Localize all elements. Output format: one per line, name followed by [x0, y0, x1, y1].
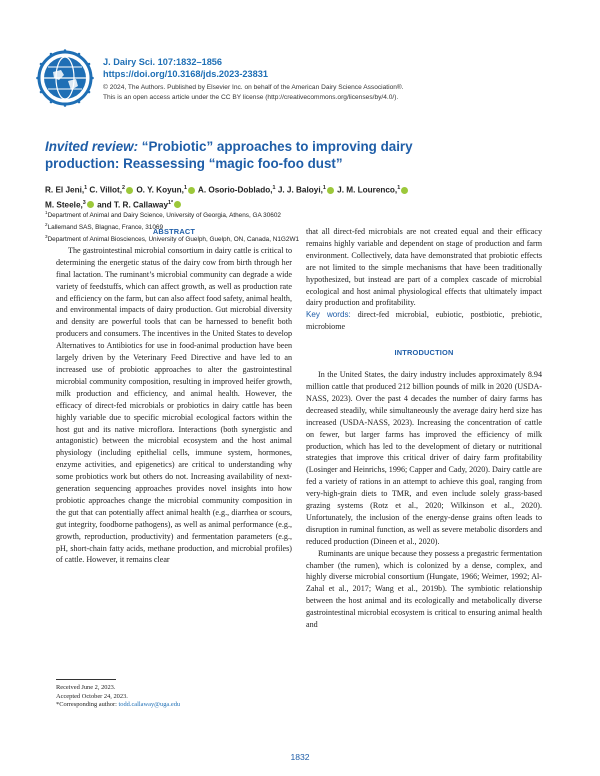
author-name: and T. R. Callaway	[97, 200, 169, 210]
received-date: Received June 2, 2023.	[56, 684, 116, 691]
page-number: 1832	[290, 752, 310, 762]
title-line-2: production: Reassessing “magic foo-foo dust”	[45, 156, 343, 171]
affiliation-1	[45, 208, 565, 220]
copyright-line-2: This is an open access article under the CC BY license (http://creativecommons.org/licenses/by/4.0/).	[103, 94, 399, 101]
journal-citation: J. Dairy Sci. 107:1832–1856	[103, 57, 223, 67]
author-affil-sup: 1*	[168, 199, 174, 206]
article-title	[45, 138, 565, 172]
author-affil-sup: 1	[84, 185, 88, 191]
orcid-icon[interactable]	[401, 187, 408, 194]
orcid-icon[interactable]	[327, 187, 334, 194]
author-affil-sup: 1	[272, 185, 276, 191]
affiliation-sup: 2	[45, 222, 48, 228]
accepted-date: Accepted October 24, 2023.	[56, 692, 128, 700]
affiliation-sup: 1	[45, 210, 48, 215]
introduction-paragraph-2: Ruminants are unique because they possess a pregastric fermentation chamber (the rumen), which is colonized by a dense, complex, and highly diverse microbial consortium (Hungate, 1966; Weimer, 1992; Al-Zahal et al., 2017; Wang et al., 2019b). The symbiotic relationship between the host animal and its ecologically and metabolically diverse gastrointestinal microbial ecosystem is critical to ensuring animal health and	[306, 548, 542, 630]
title-prefix: Invited review:	[45, 139, 139, 154]
author-affil-sup: 2	[122, 185, 126, 191]
footnote-divider	[56, 679, 116, 680]
copyright-notice	[103, 83, 404, 103]
affiliation-text: Department of Animal and Dairy Science, University of Georgia, Athens, GA 30602	[47, 212, 281, 220]
left-column	[56, 226, 292, 566]
copyright-line-1: © 2024, The Authors. Published by Elsevier Inc. on behalf of the American Dairy Science Association®.	[103, 84, 404, 91]
affiliation-text: Department of Animal Biosciences, University of Guelph, Guelph, ON, Canada, N1G2W1	[47, 236, 300, 244]
affiliation-text: Lallemand SAS, Blagnac, France, 31069	[47, 224, 164, 232]
corresponding-author	[56, 701, 292, 710]
author-affil-sup: 1	[183, 185, 187, 191]
keywords	[306, 309, 542, 333]
affiliation-sup: 3	[45, 234, 48, 240]
abstract-text-continued: that all direct-fed microbials are not created equal and their efficacy remains highly variable and dependent on stage of production and farm environment. Collectively, data have demonstrated that probiotic effects are not limited to the simple mechanisms that have been traditionally hypothesized, but instead are part of a complex cascade of microbial ecological and host animal physiological effects that ultimately impact dairy production and profitability.	[306, 227, 542, 308]
author-affil-sup: 3	[82, 199, 86, 206]
author-affil-sup: 1	[397, 185, 401, 191]
keywords-label: Key words:	[306, 310, 351, 320]
author-name: C. Villot,	[89, 185, 123, 195]
introduction-paragraph-1: In the United States, the dairy industry includes approximately 8.94 million cattle that produced 212 billion pounds of milk in 2020 (USDA-NASS, 2023). Over the past 4 decades the number of dairy farms has decreased steadily, while simultaneously the average dairy herd size has increased (USDA-NASS, 2023). Increasing the concentration of cattle on fewer, but larger farms has improved the efficiency of milk production, which has led to the development of dietary or nutritional strategies that improve this critical driver of dairy farm profitability (Losinger and Heinrichs, 1996; Capper and Cady, 2020). Dairy cattle are fed a variety of rations in an attempt to achieve this goal, ranging from very-high-grain diets to TMR, and even include solely grass-based grazing systems (Rotz et al., 2020; Wilkinson et al., 2020). Unfortunately, the inclusion of the energy-dense grains often leads to disruption in ruminal function, as well as severe metabolic disorders and reduced production (Dineen et al., 2020).	[306, 370, 542, 546]
author-name: J. M. Lourenco,	[337, 185, 398, 195]
author-name: O. Y. Koyun,	[136, 185, 184, 195]
keywords-text: direct-fed microbial, eubiotic, postbiotic, prebiotic, microbiome	[306, 310, 542, 332]
footnotes	[56, 684, 292, 710]
corresponding-email[interactable]: todd.callaway@uga.edu	[118, 701, 181, 708]
abstract-text: The gastrointestinal microbial consortium in dairy cattle is critical to determining the energetic status of the dairy cow from birth through her final lactation. The ruminant’s microbial community can degrade a wide variety of feedstuffs, which can affect growth, as well as production rate and efficiency on the farm, but can also affect food safety, animal health, and environmental impacts of dairy production. Gut microbial diversity and density are powerful tools that can be harnessed to benefit both producers and consumers. The incentives in the United States to develop Alternatives to Antibiotics for use in food-animal production have been largely driven by the Veterinary Feed Directive and have led to an increased use of probiotic approaches to alter the gastrointestinal microbial community composition, resulting in improved heifer growth, milk production and efficiency, and animal health. However, the efficacy of direct-fed microbials or probiotics in dairy cattle has been highly variable due to specific microbial ecological factors within the host gut and its native microflora. Interactions (both synergistic and antagonistic) between the microbial ecosystem and the host animal physiology (including epithelial cells, immune system, hormones, enzyme activities, and epigenetics) are critical to understanding why some probiotics work but others do not. Increasing availability of next-generation sequencing approaches provides novel insights into how probiotic approaches change the microbial community composition in the gut that can potentially affect animal health (e.g., diarrhea or scours, gut integrity, foodborne pathogens), as well as animal performance (e.g., growth, reproduction, productivity) and fermentation parameters (e.g., pH, short-chain fatty acids, methane production, and microbial profiles) of cattle. However, it remains clear	[56, 245, 292, 565]
doi-link[interactable]: https://doi.org/10.3168/jds.2023-23831	[103, 69, 268, 79]
author-affil-sup: 1	[322, 185, 326, 191]
journal-header	[103, 56, 404, 103]
title-line-1: “Probiotic” approaches to improving dairy	[138, 139, 413, 154]
author-name: A. Osorio-Doblado,	[197, 185, 273, 195]
introduction-heading: INTRODUCTION	[394, 348, 454, 358]
right-column	[306, 226, 542, 631]
abstract-heading: ABSTRACT	[152, 227, 196, 236]
orcid-icon[interactable]	[188, 187, 195, 194]
author-name: J. J. Baloyi,	[277, 185, 323, 195]
orcid-icon[interactable]	[126, 187, 133, 194]
globe-logo-icon	[35, 48, 95, 108]
author-name: M. Steele,	[45, 200, 83, 210]
corresponding-label: *Corresponding author:	[56, 701, 119, 708]
author-name: R. El Jeni,	[45, 185, 85, 195]
